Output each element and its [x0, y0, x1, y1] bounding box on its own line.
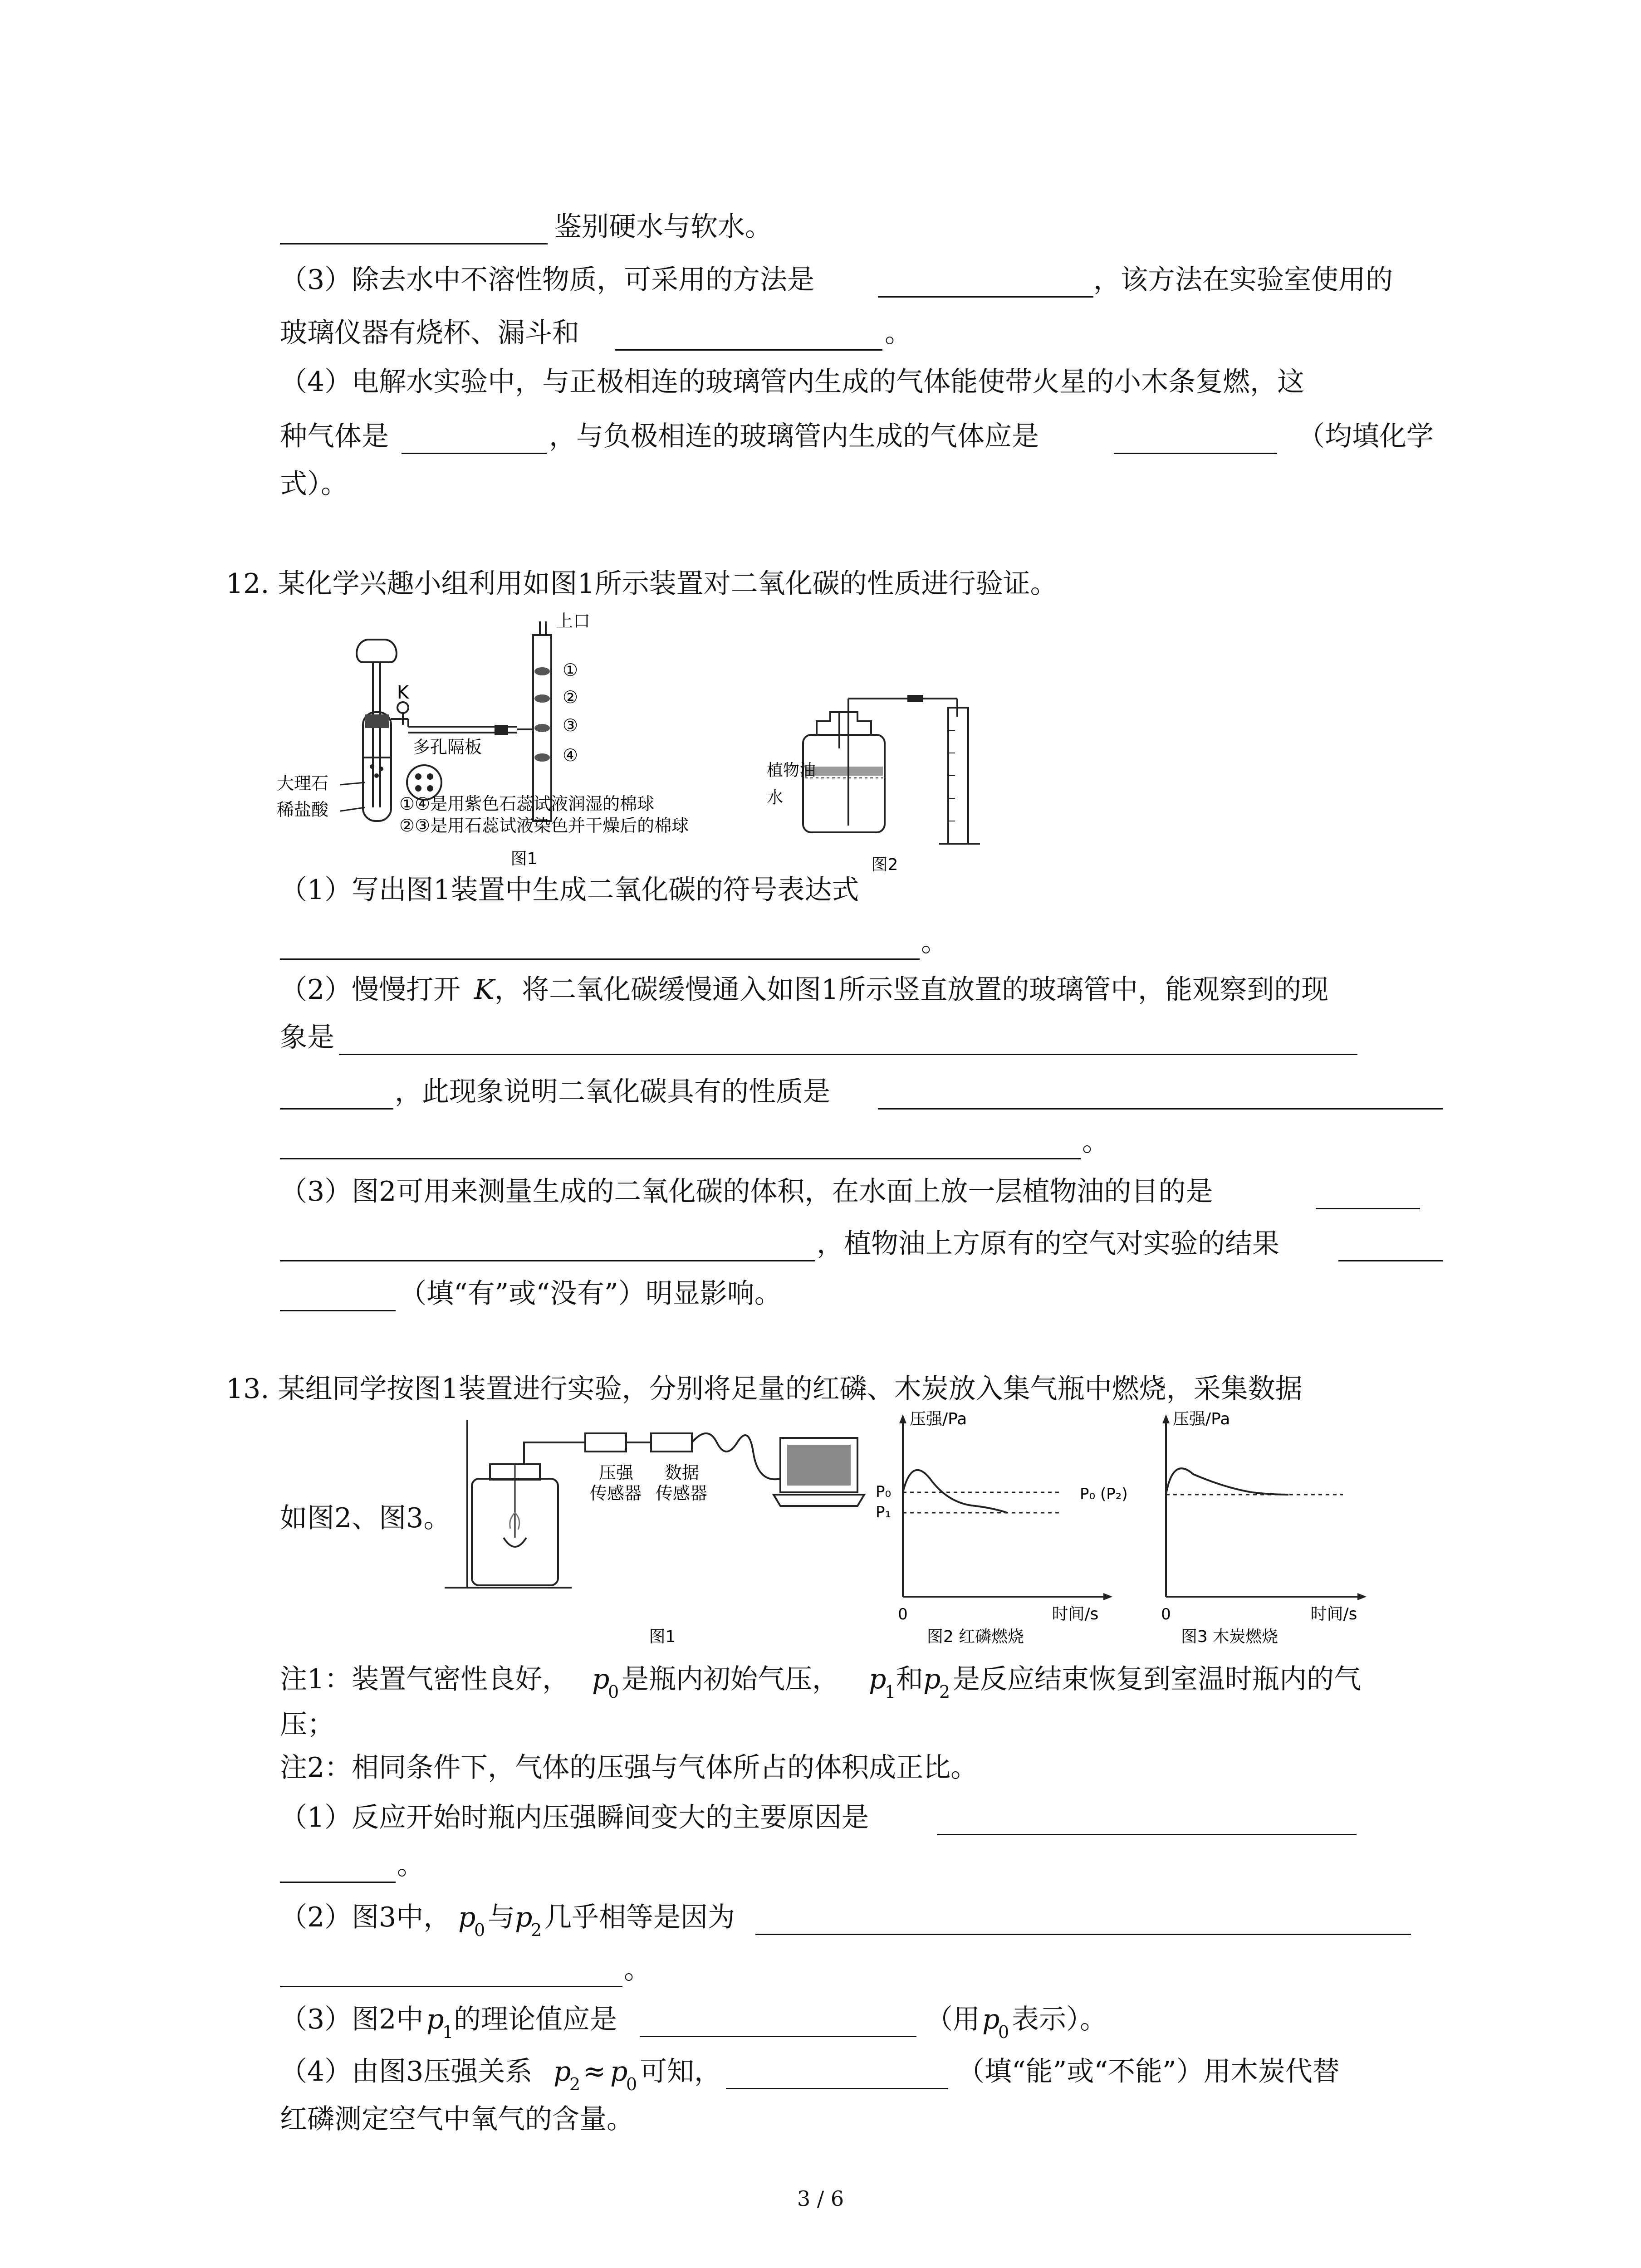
svg-text:P₀ (P₂): P₀ (P₂)	[1080, 1485, 1128, 1503]
svg-text:压强/Pa: 压强/Pa	[910, 1410, 967, 1428]
answer-blank[interactable]	[280, 1073, 393, 1110]
answer-blank[interactable]	[640, 2000, 916, 2037]
answer-blank[interactable]	[937, 1799, 1357, 1835]
answer-blank[interactable]	[280, 1950, 622, 1987]
svg-text:0: 0	[1161, 1605, 1171, 1623]
svg-text:图2: 图2	[871, 855, 898, 874]
valve-label: K	[397, 682, 409, 703]
svg-text:压强: 压强	[599, 1463, 634, 1483]
svg-text:图3 木炭燃烧: 图3 木炭燃烧	[1181, 1628, 1279, 1646]
svg-text:②③是用石蕊试液染色并干燥后的棉球: ②③是用石蕊试液染色并干燥后的棉球	[399, 816, 689, 836]
answer-blank[interactable]	[1338, 1225, 1443, 1261]
svg-text:①④是用紫色石蕊试液润湿的棉球: ①④是用紫色石蕊试液润湿的棉球	[399, 794, 655, 814]
svg-text:大理石: 大理石	[277, 773, 329, 793]
svg-text:P₁: P₁	[876, 1503, 892, 1521]
answer-blank[interactable]	[726, 2053, 948, 2089]
svg-text:上口: 上口	[556, 611, 591, 631]
svg-text:P₀: P₀	[876, 1483, 892, 1501]
answer-blank[interactable]	[1316, 1173, 1420, 1209]
svg-text:稀盐酸: 稀盐酸	[277, 800, 329, 820]
svg-text:①: ①	[563, 660, 578, 680]
svg-text:④: ④	[563, 745, 578, 765]
q13-figure-2	[862, 1406, 1116, 1647]
svg-text:多孔隔板: 多孔隔板	[413, 737, 482, 757]
svg-text:图2 红磷燃烧: 图2 红磷燃烧	[926, 1628, 1024, 1646]
answer-blank[interactable]	[280, 1123, 1081, 1159]
svg-text:植物油: 植物油	[767, 761, 816, 780]
answer-blank[interactable]	[280, 1846, 396, 1883]
svg-text:0: 0	[898, 1605, 908, 1623]
answer-blank[interactable]	[280, 1275, 396, 1311]
svg-text:时间/s: 时间/s	[1052, 1605, 1099, 1623]
answer-blank[interactable]	[878, 1073, 1443, 1110]
answer-blank[interactable]	[1114, 417, 1277, 454]
q12-figure-1	[272, 608, 771, 875]
answer-blank[interactable]	[402, 417, 547, 454]
svg-text:时间/s: 时间/s	[1310, 1605, 1357, 1623]
answer-blank[interactable]	[755, 1898, 1411, 1935]
svg-text:③: ③	[563, 715, 578, 735]
svg-text:②: ②	[563, 687, 578, 707]
answer-blank[interactable]	[280, 923, 920, 960]
page-number: 3 / 6	[797, 2186, 844, 2211]
answer-blank[interactable]	[615, 314, 882, 351]
svg-text:传感器: 传感器	[656, 1483, 708, 1503]
q12-figure-2	[767, 694, 1016, 875]
svg-text:数据: 数据	[665, 1463, 700, 1483]
q13-figure-3	[1080, 1406, 1370, 1647]
answer-blank[interactable]	[280, 1225, 815, 1261]
answer-blank[interactable]	[878, 261, 1093, 298]
svg-text:压强/Pa: 压强/Pa	[1173, 1410, 1230, 1428]
answer-blank[interactable]	[339, 1018, 1357, 1055]
q13-figure-1	[436, 1411, 867, 1647]
svg-text:图1: 图1	[649, 1628, 676, 1646]
svg-text:传感器: 传感器	[590, 1483, 642, 1503]
svg-text:图1: 图1	[510, 850, 538, 868]
svg-text:水: 水	[767, 788, 784, 807]
answer-blank[interactable]	[280, 208, 548, 244]
